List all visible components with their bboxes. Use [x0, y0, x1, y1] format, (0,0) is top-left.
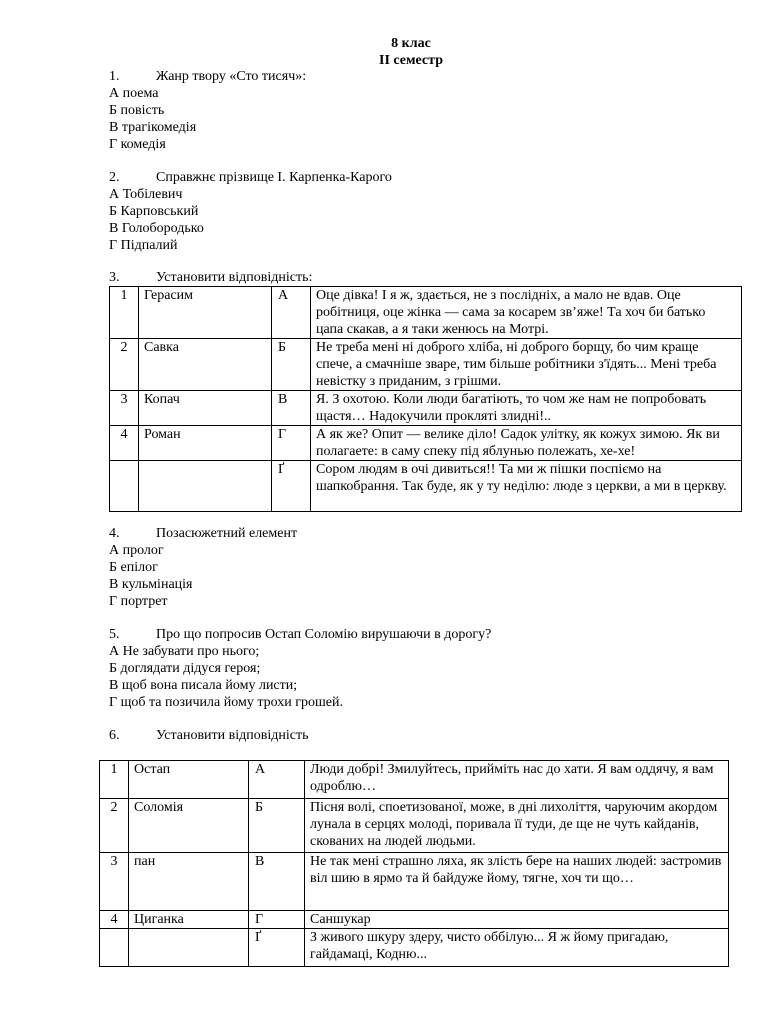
table-row: [100, 929, 729, 967]
row-number: 4: [110, 426, 139, 461]
answer-option: В кульмінація: [109, 577, 193, 592]
question-number: 5.: [109, 627, 120, 642]
quote-text: Оце дівка! І я ж, здається, не з послідніх, а мало не вдав. Оце робітниця, оце жінка — сама за косарем зв’яже! Та хоч би батько цапа скакав, а я таки женюсь на Мотрі.: [311, 287, 742, 339]
table-row: [110, 339, 742, 391]
answer-option: Г щоб та позичила йому трохи грошей.: [109, 695, 343, 710]
question-text: Установити відповідність: [156, 728, 309, 743]
table-row: [110, 426, 742, 461]
quote-text: Люди добрі! Змилуйтесь, прийміть нас до хати. Я вам оддячу, я вам одроблю…: [305, 761, 729, 799]
answer-option: Г портрет: [109, 594, 168, 609]
question-number: 4.: [109, 526, 120, 541]
character-name: Остап: [129, 761, 249, 799]
character-name: пан: [129, 853, 249, 911]
quote-text: З живого шкуру здеру, чисто оббілую... Я ж йому пригадаю, гайдамаці, Кодню...: [305, 929, 729, 967]
question-text: Справжнє прізвище І. Карпенка-Карого: [156, 170, 392, 185]
row-number: 3: [110, 391, 139, 426]
row-number: [100, 929, 129, 967]
quote-letter: В: [249, 853, 305, 911]
character-name: Роман: [139, 426, 272, 461]
answer-option: В Голобородько: [109, 221, 204, 236]
answer-option: Б доглядати дідуся героя;: [109, 661, 261, 676]
quote-letter: Г: [249, 911, 305, 929]
row-number: 1: [110, 287, 139, 339]
answer-option: Б епілог: [109, 560, 158, 575]
quote-text: Саншукар: [305, 911, 729, 929]
semester-heading: ІІ семестр: [379, 53, 443, 68]
quote-text: Пісня волі, споетизованої, може, в дні лихоліття, чаруючим акордом лунала в серцях молоді, поривала її туди, де ще не чуть кайданів, скованих на людей людьми.: [305, 799, 729, 853]
character-name: Савка: [139, 339, 272, 391]
question-6: [109, 727, 749, 744]
answer-option: А Не забувати про нього;: [109, 644, 260, 659]
table-row: [100, 761, 729, 799]
question-text: Жанр твору «Сто тисяч»:: [156, 69, 307, 84]
table-row: [110, 391, 742, 426]
class-heading: 8 клас: [391, 36, 431, 51]
table-row: [100, 853, 729, 911]
table-row: [110, 461, 742, 512]
quote-letter: В: [272, 391, 311, 426]
answer-option: Б повість: [109, 103, 165, 118]
quote-letter: А: [249, 761, 305, 799]
answer-option: Г комедія: [109, 137, 166, 152]
character-name: [129, 929, 249, 967]
row-number: [110, 461, 139, 512]
table-row: [110, 287, 742, 339]
answer-option: Б Карповський: [109, 204, 199, 219]
quote-text: Не треба мені ні доброго хліба, ні доброго борщу, бо чим краще спече, а смачніше зваре, тим більше робітники з'їдять... Мені треба невістку з приданим, з грішми.: [311, 339, 742, 391]
character-name: Копач: [139, 391, 272, 426]
matching-table-6: [99, 760, 729, 967]
answer-option: А поема: [109, 86, 159, 101]
question-number: 1.: [109, 69, 120, 84]
question-number: 3.: [109, 270, 120, 285]
row-number: 2: [110, 339, 139, 391]
quote-letter: Б: [249, 799, 305, 853]
matching-table-3: [109, 286, 742, 512]
row-number: 3: [100, 853, 129, 911]
answer-option: А пролог: [109, 543, 164, 558]
answer-option: В трагікомедія: [109, 120, 197, 135]
row-number: 4: [100, 911, 129, 929]
question-3: [109, 269, 749, 286]
answer-option: Г Підпалий: [109, 238, 178, 253]
quote-letter: Б: [272, 339, 311, 391]
character-name: [139, 461, 272, 512]
question-text: Установити відповідність:: [156, 270, 313, 285]
character-name: Циганка: [129, 911, 249, 929]
quote-letter: Г: [272, 426, 311, 461]
character-name: Соломія: [129, 799, 249, 853]
quote-letter: Ґ: [249, 929, 305, 967]
question-number: 2.: [109, 170, 120, 185]
character-name: Герасим: [139, 287, 272, 339]
answer-option: В щоб вона писала йому листи;: [109, 678, 298, 693]
quote-letter: Ґ: [272, 461, 311, 512]
quote-text: А як же? Опит — велике діло! Садок улітку, як кожух зимою. Як ви полагаете: в саму спеку під яблунью полежать, хе-хе!: [311, 426, 742, 461]
answer-option: А Тобілевич: [109, 187, 183, 202]
quote-text: Сором людям в очі дивиться!! Та ми ж пішки поспіємо на шапкобрання. Так буде, як у ту неділю: люде з церкви, а ми в церкву.: [311, 461, 742, 512]
question-number: 6.: [109, 728, 120, 743]
quote-letter: А: [272, 287, 311, 339]
question-5: [109, 626, 749, 711]
table-row: [100, 911, 729, 929]
row-number: 1: [100, 761, 129, 799]
question-4: [109, 525, 749, 610]
question-1: [109, 68, 749, 153]
quote-text: Не так мені страшно ляха, як злість бере на наших людей: застромив віл шию в ярмо та й байдуже йому, тягне, хоч ти що…: [305, 853, 729, 911]
question-text: Позасюжетний елемент: [156, 526, 298, 541]
quote-text: Я. З охотою. Коли люди багатіють, то чом же нам не попробовать щастя… Надокучили прокляті злидні!..: [311, 391, 742, 426]
question-text: Про що попросив Остап Соломію вирушаючи в дорогу?: [156, 627, 492, 642]
table-row: [100, 799, 729, 853]
row-number: 2: [100, 799, 129, 853]
question-2: [109, 169, 749, 254]
